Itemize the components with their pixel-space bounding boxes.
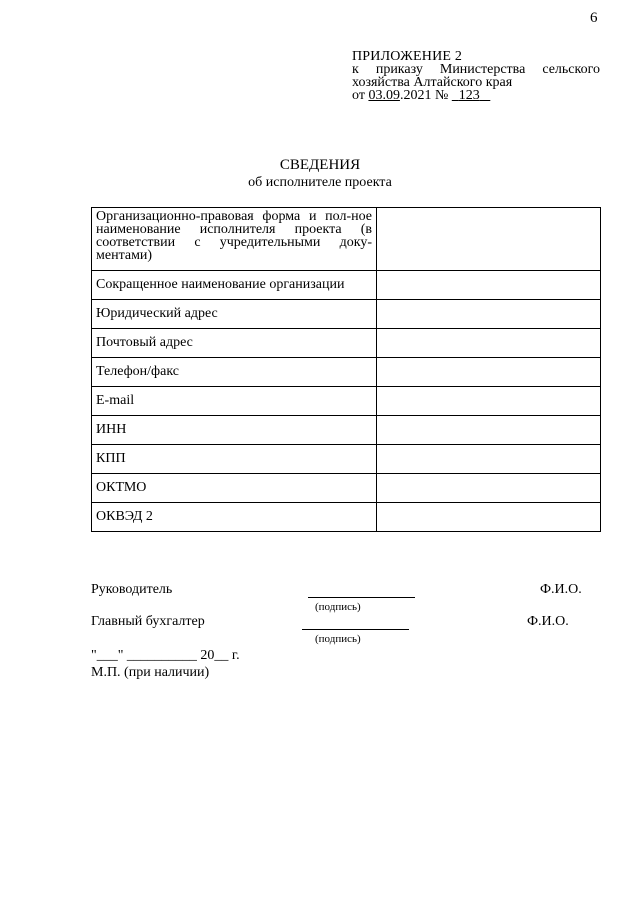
appendix-order-line: к приказу Министерства сельского [352,62,600,77]
head-fio: Ф.И.О. [540,582,582,597]
field-label: Телефон/факс [92,358,377,387]
table-row [92,416,601,445]
accountant-signature-caption: (подпись) [315,633,361,645]
accountant-fio: Ф.И.О. [527,614,569,629]
field-label: Сокращенное наименование организации [92,271,377,300]
field-value[interactable] [377,271,601,300]
field-label: ИНН [92,416,377,445]
date-prefix: от [352,88,365,103]
table-row [92,445,601,474]
stamp-note: М.П. (при наличии) [91,665,210,680]
number-prefix: № [434,88,449,103]
field-value[interactable] [377,358,601,387]
table-row [92,329,601,358]
field-value[interactable] [377,474,601,503]
appendix-date-line [352,89,600,102]
head-label: Руководитель [91,582,173,597]
document-title: СВЕДЕНИЯ [279,157,361,173]
table-row [92,387,601,416]
table-row [92,358,601,387]
order-date: 03.09 [368,88,400,103]
signing-date-line: "___" __________ 20__ г. [91,648,240,663]
executor-info-table [91,207,601,532]
page-number: 6 [590,10,598,26]
field-label: ОКВЭД 2 [92,503,377,532]
table-row [92,503,601,532]
order-number: 123 [458,88,480,103]
table-row [92,271,601,300]
accountant-label: Главный бухгалтер [91,614,205,629]
field-label: Почтовый адрес [92,329,377,358]
head-signature-caption: (подпись) [315,601,361,613]
field-label: ОКТМО [92,474,377,503]
field-label: E-mail [92,387,377,416]
field-value[interactable] [377,503,601,532]
field-value[interactable] [377,445,601,474]
order-year: .2021 [399,88,432,103]
field-label: Юридический адрес [92,300,377,329]
field-value[interactable] [377,300,601,329]
field-value[interactable] [377,387,601,416]
accountant-signature-line[interactable] [302,615,409,630]
appendix-header [352,50,600,102]
document-subtitle: об исполнителе проекта [248,175,392,190]
field-value[interactable] [377,416,601,445]
field-value[interactable] [377,208,601,271]
table-row [92,474,601,503]
field-label: Организационно-правовая форма и пол-ное наименование исполнителя проекта (в соответствии с учредительными доку-ментами) [92,208,377,271]
field-value[interactable] [377,329,601,358]
appendix-ministry-line: хозяйства Алтайского края [352,75,513,90]
table-row [92,208,601,271]
appendix-title: ПРИЛОЖЕНИЕ 2 [352,49,463,64]
table-row [92,300,601,329]
head-signature-line[interactable] [308,583,415,598]
field-label: КПП [92,445,377,474]
